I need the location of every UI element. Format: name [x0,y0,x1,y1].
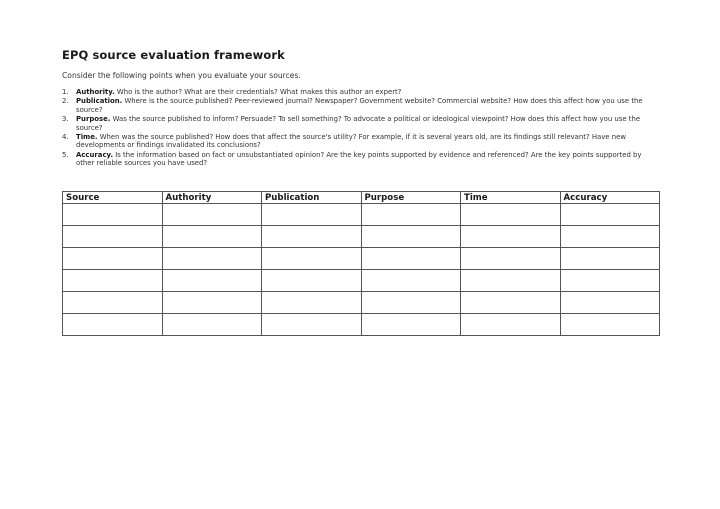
table-row [63,270,660,292]
table-cell[interactable] [361,204,461,226]
table-cell[interactable] [262,226,362,248]
column-header-time: Time [461,192,561,204]
table-cell[interactable] [461,248,561,270]
point-text: When was the source published? How does that affect the source's utility? For example, if it is several years old, are its findings still relevant? Have new developments or findings invalidated its conclusions? [76,133,626,150]
intro-text: Consider the following points when you evaluate your sources. [62,71,301,80]
list-item [62,133,660,150]
list-item [62,88,660,96]
document-title: EPQ source evaluation framework [62,48,285,62]
table-cell[interactable] [560,292,660,314]
point-number: 1. [62,88,69,96]
point-term: Authority. [76,88,115,96]
table-cell[interactable] [162,270,262,292]
point-text: Is the information based on fact or unsubstantiated opinion? Are the key points supported by evidence and referenced? Are the key points supported by other reliable sources you have used? [76,150,642,168]
table-cell[interactable] [461,204,561,226]
table-cell[interactable] [361,248,461,270]
table-cell[interactable] [63,314,163,336]
table-cell[interactable] [461,226,561,248]
table-cell[interactable] [162,248,262,270]
table-cell[interactable] [461,292,561,314]
list-item [62,151,660,168]
table-row [63,314,660,336]
list-item [62,97,660,114]
table-cell[interactable] [560,270,660,292]
point-text: Who is the author? What are their credentials? What makes this author an expert? [114,88,402,96]
table-cell[interactable] [361,314,461,336]
point-term: Purpose. [76,115,111,124]
table-cell[interactable] [262,204,362,226]
list-item [62,115,660,132]
column-header-accuracy: Accuracy [560,192,660,204]
evaluation-points-list [62,88,660,168]
table-cell[interactable] [262,314,362,336]
table-body [63,204,660,336]
table-cell[interactable] [162,314,262,336]
point-number: 5. [62,150,69,159]
table-row [63,226,660,248]
table-cell[interactable] [262,248,362,270]
table-cell[interactable] [560,204,660,226]
table-cell[interactable] [560,314,660,336]
point-number: 3. [62,115,69,124]
table-header-row [63,192,660,204]
table-cell[interactable] [461,314,561,336]
column-header-purpose: Purpose [361,192,461,204]
table-cell[interactable] [162,204,262,226]
table-cell[interactable] [560,248,660,270]
table-cell[interactable] [560,226,660,248]
table-cell[interactable] [63,226,163,248]
table-row [63,248,660,270]
point-text: Where is the source published? Peer-reviewed journal? Newspaper? Government website? Commercial website? How does this affect how you use the source? [76,97,643,114]
evaluation-table [62,191,660,336]
point-number: 2. [62,97,69,106]
table-cell[interactable] [361,270,461,292]
table-row [63,292,660,314]
table-cell[interactable] [361,226,461,248]
point-number: 4. [62,133,69,142]
table-row [63,204,660,226]
table-cell[interactable] [461,270,561,292]
table-cell[interactable] [63,248,163,270]
document-page [62,48,660,203]
table-cell[interactable] [63,204,163,226]
table-cell[interactable] [63,270,163,292]
table-cell[interactable] [361,292,461,314]
column-header-source: Source [63,192,163,204]
table-cell[interactable] [162,226,262,248]
point-text: Was the source published to inform? Persuade? To sell something? To advocate a political or ideological viewpoint? How does this affect how you use the source? [76,115,641,132]
table-cell[interactable] [262,292,362,314]
table-cell[interactable] [162,292,262,314]
table-cell[interactable] [63,292,163,314]
point-term: Accuracy. [76,150,114,159]
table-cell[interactable] [262,270,362,292]
point-term: Time. [76,133,98,142]
point-term: Publication. [76,97,123,106]
column-header-authority: Authority [162,192,262,204]
column-header-publication: Publication [262,192,362,204]
